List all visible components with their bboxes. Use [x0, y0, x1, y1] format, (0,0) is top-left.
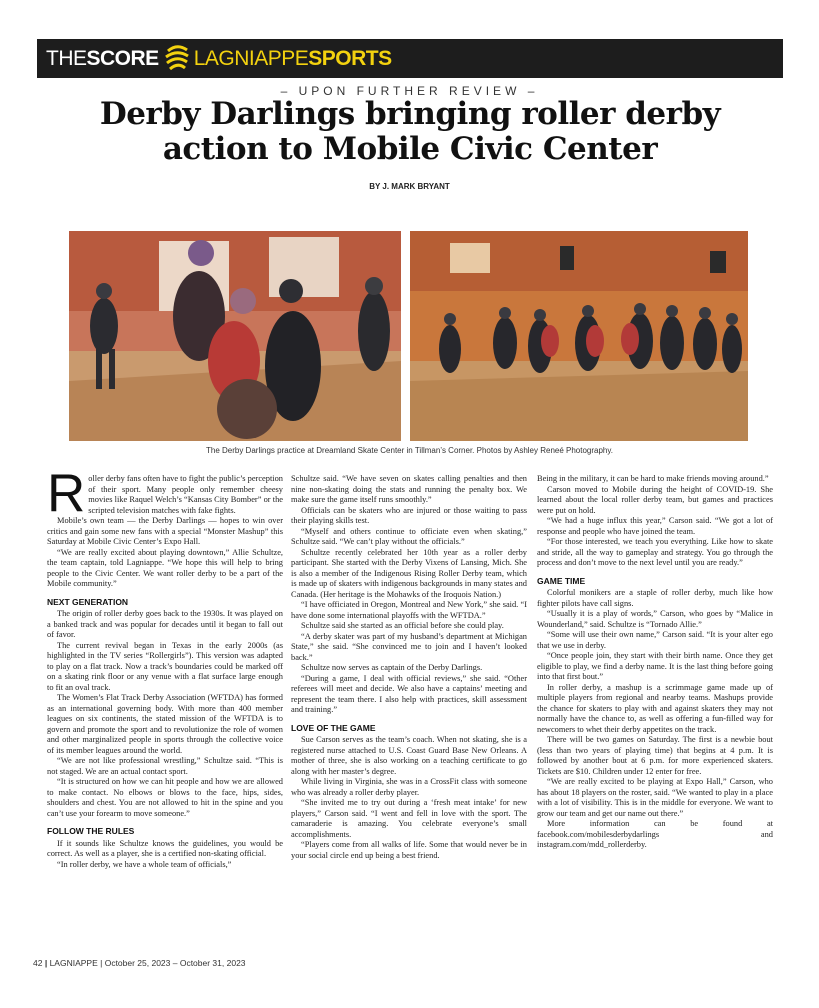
- paragraph: “I have officiated in Oregon, Montreal and New York,” she said. “I have done some international playoffs with the WFTDA.”: [291, 600, 527, 620]
- photo-derby-practice-left: [69, 231, 401, 441]
- section-banner: [37, 39, 783, 78]
- article-column-1: [47, 464, 283, 870]
- headline-line-1: Derby Darlings bringing roller derby: [99, 96, 721, 132]
- paragraph: Colorful monikers are a staple of roller derby, much like how fighter pilots have call signs.: [537, 588, 773, 608]
- yellow-swoosh-logo-icon: [164, 45, 190, 73]
- paragraph: The Women’s Flat Track Derby Association (WFTDA) has formed as an international governing body. With more than 400 member leagues on six continents, the stated mission of the WFTDA is to govern and promote the sport and to revolutionize the role of women and other marginalized people in sports through the collective voice of its member leagues around the world.: [47, 693, 283, 755]
- paragraph: “We are not like professional wrestling,” Schultze said. “This is not staged. We are an actual contact sport.: [47, 756, 283, 776]
- paragraph: Sue Carson serves as the team’s coach. When not skating, she is a registered nurse attached to U.S. Coast Guard Base New Orleans. A mother of three, she is also working on a teaching certificate to go along with her master’s degree.: [291, 735, 527, 776]
- paragraph: Officials can be skaters who are injured or those waiting to pass their playing skills test.: [291, 505, 527, 525]
- paragraph: “During a game, I deal with official reviews,” she said. “Other referees will meet and decide. We also have a captains’ meeting and represent the team there. I also help with practices, skill assessment and training.”: [291, 673, 527, 714]
- paragraph: “She invited me to try out during a ‘fresh meat intake’ for new players,” Carson said. “I went and fell in love with the sport. The camaraderie is amazing. You celebrate everyone’s small accomplishments.: [291, 798, 527, 839]
- paragraph: The origin of roller derby goes back to the 1930s. It was played on a banked track and was popular for decades until it began to fall out of favor.: [47, 609, 283, 639]
- paragraph: Schultze now serves as captain of the Derby Darlings.: [301, 663, 483, 672]
- photo-caption: The Derby Darlings practice at Dreamland Skate Center in Tillman’s Corner. Photos by Ashley Reneé Photography.: [205, 446, 614, 455]
- section-heading-next-generation: NEXT GENERATION: [47, 596, 129, 607]
- paragraph: There will be two games on Saturday. The first is a newbie bout (less than two years of playing time) that begins at 4 p.m. It is followed by another bout at 6 p.m. for more experienced skaters. Tickets are $10. Children under 12 enter for free.: [537, 735, 773, 776]
- paragraph: In roller derby, a mashup is a scrimmage game made up of multiple players from regional and nearby teams. Mashups provide the chance for skaters to play with and against skaters they may not normally have the chance to, as well as offering a fun-filled way for newcomers to whet their derby appetites on the track.: [537, 682, 773, 734]
- banner-lagniappe: LAGNIAPPE: [193, 47, 309, 70]
- paragraph: “We are really excited about playing downtown,” Allie Schultze, the team captain, told Lagniappe. “We hope this will help to bring people to the Civic Center. We want roller derby to be a part of the Mobile community.”: [47, 547, 283, 588]
- paragraph: “Players come from all walks of life. Some that would never be in your social circle end up being a best friend.: [291, 840, 527, 860]
- paragraph: “Myself and others continue to officiate even when skating,” Schultze said. “We can’t play without the officials.”: [291, 526, 527, 546]
- drop-cap: R: [47, 464, 86, 523]
- paragraph: Schultze recently celebrated her 10th year as a roller derby participant. She started with the Derby Vixens of Lansing, Mich. She is also a member of the Indigenous Rising Roller Derby team, which is made up of skaters with indigenous backgrounds in many states and Canada. (Her heritage is the Mohawks of the Iroquois Nation.): [291, 547, 527, 599]
- paragraph: “Once people join, they start with their birth name. Once they get eligible to play, we find a derby name. It is the last thing before going into that first bout.”: [537, 651, 773, 681]
- issue-dates: October 25, 2023 – October 31, 2023: [104, 958, 246, 968]
- paragraph: “For those interested, we teach you everything. Like how to skate and stride, all the way to gameplay and strategy. You go through the process and don’t move to the next level until you are ready.”: [537, 537, 773, 567]
- banner-score: SCORE: [86, 47, 159, 70]
- paragraph: The current revival began in Texas in the early 2000s (as highlighted in the TV series “Rollergirls”). This version was adapted to play on a flat track. Now a track’s boundaries could be marked off on a skating rink floor or any venue with a flat surface large enough to fit an oval track.: [47, 640, 283, 692]
- article-headline: [40, 97, 780, 167]
- paragraph: More information can be found at facebook.com/mobilesderbydarlings and instagram.com/mdd_rollerderby.: [537, 819, 773, 849]
- section-heading-game-time: GAME TIME: [537, 575, 586, 586]
- paragraph: “We had a huge influx this year,” Carson said. “We got a lot of response and people who have joined the team.: [537, 516, 773, 536]
- section-heading-follow-the-rules: FOLLOW THE RULES: [47, 826, 135, 836]
- article-column-3: [537, 474, 773, 851]
- banner-the: THE: [46, 47, 87, 70]
- article-byline: BY J. MARK BRYANT: [369, 182, 450, 191]
- headline-line-2: action to Mobile Civic Center: [162, 131, 658, 167]
- paragraph: “In roller derby, we have a whole team of officials,”: [57, 859, 232, 869]
- paragraph: “We are really excited to be playing at Expo Hall,” Carson, who has about 18 players on the roster, said. “We wanted to play in a place with a lot of visibility. This is in the middle for everyone. We want to grow our team and get our name out there.”: [537, 777, 773, 818]
- paragraph: Mobile’s own team — the Derby Darlings — hopes to win over critics and gain some new fans with a special “Monster Mashup” this Saturday at Mobile Civic Center’s Expo Hall.: [47, 516, 283, 546]
- banner-sports: SPORTS: [308, 47, 392, 70]
- paragraph: If it sounds like Schultze knows the guidelines, you would be correct. As well as a player, she is a certified non-skating official.: [47, 838, 283, 858]
- paragraph: Carson moved to Mobile during the height of COVID-19. She learned about the local roller derby team, but games and practices were put on hold.: [537, 484, 773, 515]
- paragraph: Being in the military, it can be hard to make friends moving around.”: [537, 474, 769, 483]
- article-kicker: – UPON FURTHER REVIEW –: [280, 84, 539, 98]
- paragraph: Roller derby fans often have to fight the public’s perception of their sport. Many people only remember cheesy movies like Raquel Welch’s “Kansas City Bomber” or the scripted television matches with fake fights.: [47, 464, 283, 523]
- photo-derby-practice-right: [410, 231, 748, 441]
- paragraph: “Usually it is a play of words,” Carson, who goes by “Malice in Wounderland,” said. Schultze is “Tornado Allie.”: [537, 609, 773, 629]
- paragraph: Schultze said she started as an official before she could play.: [301, 621, 504, 630]
- paragraph: “Some will use their own name,” Carson said. “It is your alter ego that we use in derby.: [537, 630, 773, 650]
- page-number: 42: [33, 958, 43, 968]
- paragraph: “It is structured on how we can hit people and how we are allowed to make contact. No elbows or blows to the face, hips, sides, shoulders and chest. You are not allowed to hit in the spine and you can’t use your forearm to move someone.”: [47, 777, 283, 818]
- section-heading-love-of-the-game: LOVE OF THE GAME: [291, 722, 376, 733]
- article-column-2: [291, 474, 527, 861]
- page-footer: 42 | LAGNIAPPE | October 25, 2023 – October 31, 2023: [33, 958, 246, 968]
- publication-name: LAGNIAPPE: [49, 958, 98, 968]
- paragraph: “A derby skater was part of my husband’s department at Michigan State,” she said. “She convinced me to join and I haven’t looked back.”: [291, 631, 527, 662]
- paragraph: While living in Virginia, she was in a CrossFit class with someone who was already a roller derby player.: [291, 777, 527, 797]
- paragraph: Schultze said. “We have seven on skates calling penalties and then nine non-skating doing the stats and running the penalty box. We make sure the game itself runs smoothly.”: [291, 474, 527, 504]
